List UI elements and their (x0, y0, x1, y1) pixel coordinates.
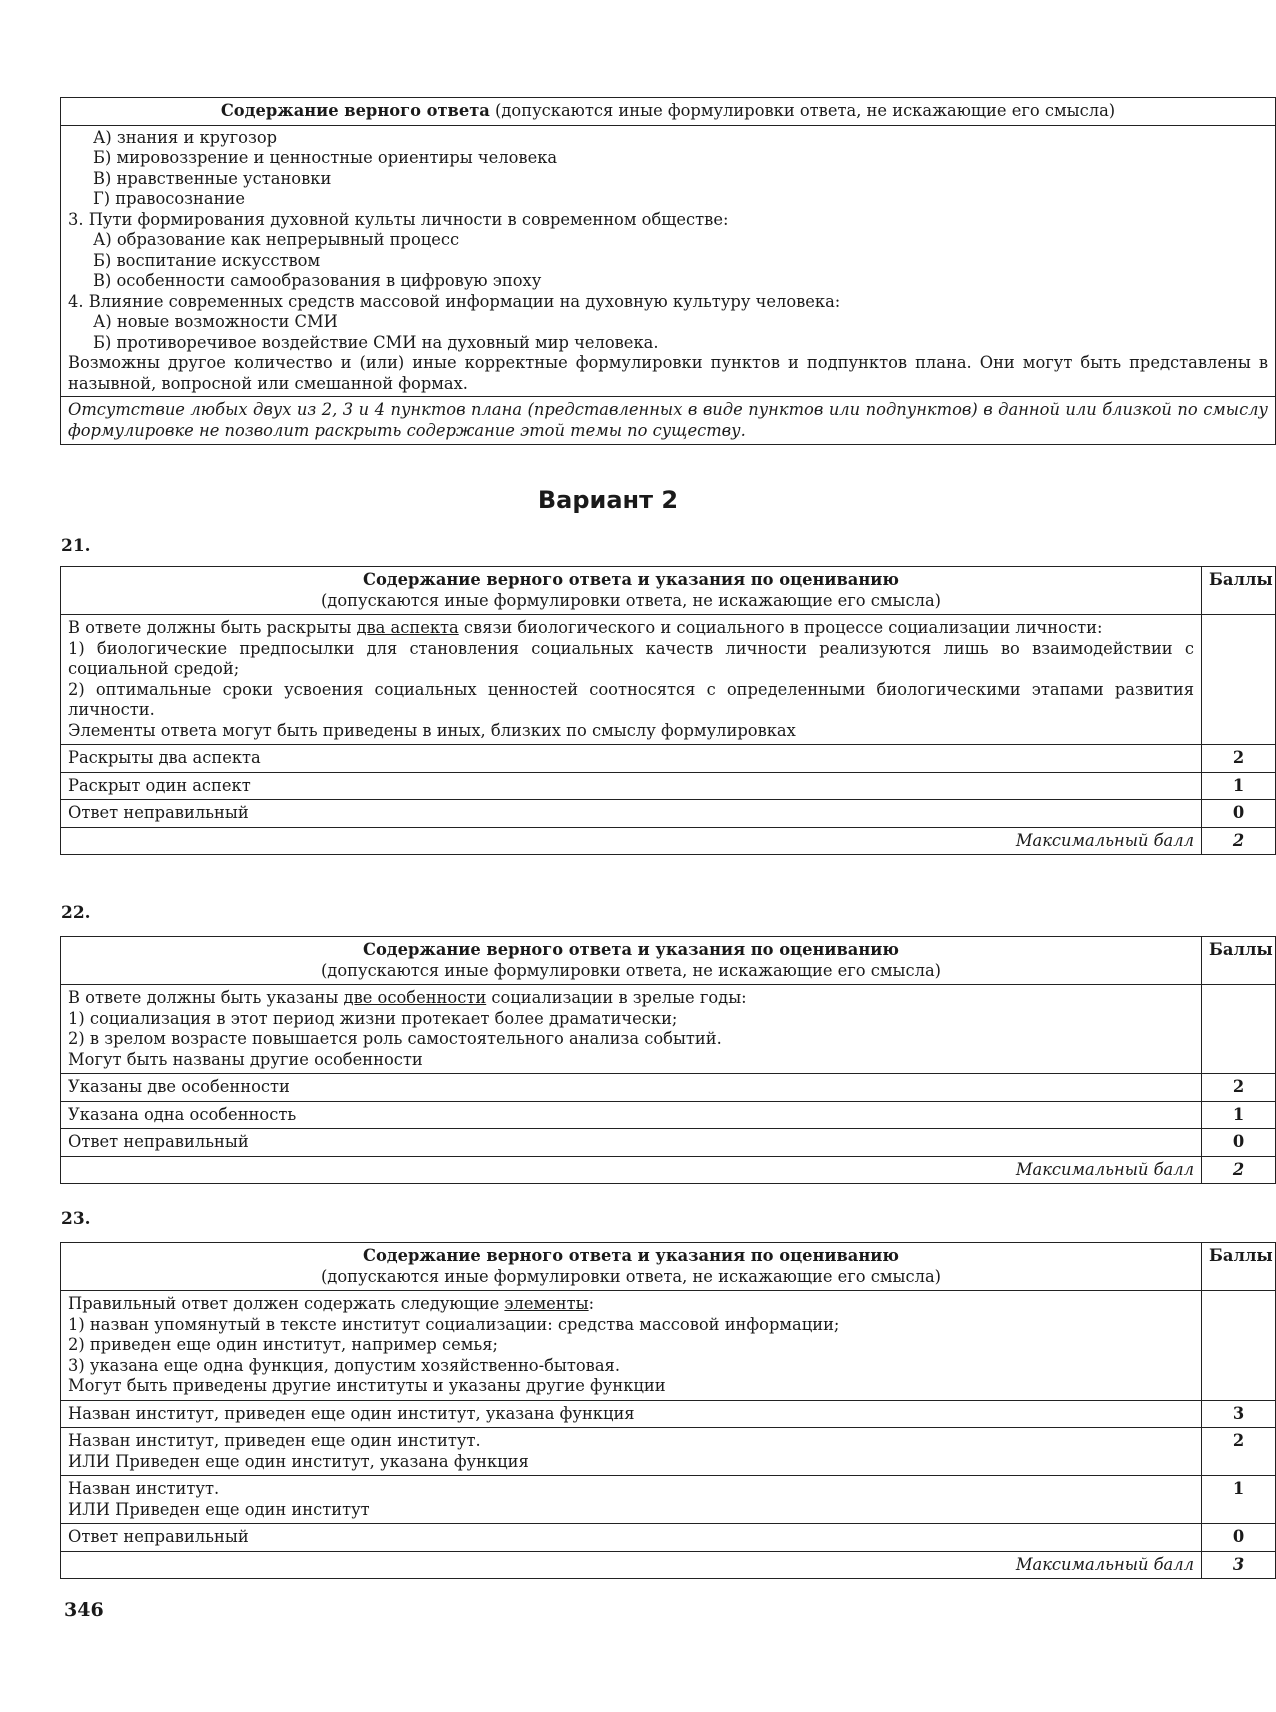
criterion-line: Ответ неправильный (68, 1527, 249, 1546)
criterion-line: ИЛИ Приведен еще один институт (68, 1499, 370, 1519)
criterion (61, 1524, 1202, 1552)
table-header (61, 98, 1276, 126)
points-value: 2 (1202, 745, 1276, 773)
points-value: 1 (1202, 1476, 1276, 1524)
criterion: Ответ неправильный (61, 800, 1202, 828)
points-cell (1202, 1291, 1276, 1401)
header-bold: Содержание верного ответа (220, 101, 490, 120)
intro-underlined: две особенности (343, 988, 487, 1007)
header-bold: Содержание верного ответа и указания по оцениванию (362, 940, 900, 959)
points-value: 0 (1202, 1129, 1276, 1157)
answer-content (61, 125, 1276, 397)
plan-line: В) нравственные установки (93, 168, 332, 188)
answer-table-continuation (60, 97, 1276, 445)
assessment-note: Отсутствие любых двух из 2, 3 и 4 пунктов плана (представленных в виде пунктов или подпунктов) в данной или близкой по смыслу формулировке не позволит раскрыть содержание этой темы по существу. (61, 397, 1276, 445)
plan-line: 4. Влияние современных средств массовой информации на духовную культуру человека: (68, 291, 841, 311)
intro-underlined: два аспекта (356, 618, 459, 637)
answer-line: Элементы ответа могут быть приведены в иных, близких по смыслу формулировках (68, 720, 796, 740)
answer-line: 1) биологические предпосылки для становления социальных качеств личности реализуются лишь во взаимодействии с социальной средой; (68, 638, 1194, 678)
answer-content (61, 1291, 1202, 1401)
question-number: 23. (61, 1209, 91, 1229)
header-rest: (допускаются иные формулировки ответа, не искажающие его смысла) (320, 960, 942, 980)
plan-line: А) образование как непрерывный процесс (93, 230, 460, 249)
max-score-label: Максимальный балл (61, 827, 1202, 855)
intro-text: В ответе должны быть раскрыты (68, 618, 357, 637)
plan-line: Г) правосознание (93, 189, 245, 208)
points-cell (1202, 615, 1276, 745)
points-value: 1 (1202, 1101, 1276, 1129)
points-value: 0 (1202, 800, 1276, 828)
header-bold: Содержание верного ответа и указания по оцениванию (362, 570, 900, 589)
answer-intro (68, 988, 1194, 1009)
answer-line: Могут быть приведены другие институты и указаны другие функции (68, 1376, 666, 1395)
answer-content (61, 985, 1202, 1074)
intro-text: Правильный ответ должен содержать следующие (68, 1294, 505, 1313)
plan-line: В) особенности самообразования в цифровую эпоху (93, 271, 542, 290)
header-bold: Содержание верного ответа и указания по оцениванию (362, 1246, 900, 1265)
points-header (1202, 937, 1276, 985)
answer-content (61, 615, 1202, 745)
answer-line: 1) назван упомянутый в тексте институт социализации: средства массовой информации; (68, 1314, 840, 1334)
points-header (1202, 567, 1276, 615)
answer-line: 2) оптимальные сроки усвоения социальных ценностей соотносятся с определенными биологическими этапами развития личности. (68, 679, 1194, 719)
table-header (61, 1243, 1202, 1291)
intro-text: социализации в зрелые годы: (486, 988, 747, 1007)
plan-line: А) знания и кругозор (93, 127, 278, 147)
plan-note: Возможны другое количество и (или) иные корректные формулировки пунктов и подпунктов плана. Они могут быть представлены в назывной, вопросной или смешанной формах. (68, 353, 1268, 393)
points-value: 3 (1202, 1400, 1276, 1428)
plan-line: Б) противоречивое воздействие СМИ на духовный мир человека. (93, 332, 659, 352)
header-rest: (допускаются иные формулировки ответа, не искажающие его смысла) (495, 101, 1116, 120)
points-cell (1202, 985, 1276, 1074)
question-number: 22. (61, 903, 91, 923)
criterion-line: Назван институт. (68, 1479, 220, 1498)
max-score-label: Максимальный балл (61, 1156, 1202, 1184)
criterion (61, 1476, 1202, 1524)
criterion-line: Назван институт, приведен еще один институт, указана функция (68, 1403, 635, 1423)
question-number: 21. (61, 536, 91, 556)
max-score-value: 3 (1202, 1551, 1276, 1579)
answer-line: Могут быть названы другие особенности (68, 1049, 423, 1069)
criterion (61, 1428, 1202, 1476)
points-value: 1 (1202, 772, 1276, 800)
max-score-value: 2 (1202, 1156, 1276, 1184)
plan-line: Б) мировоззрение и ценностные ориентиры человека (93, 148, 558, 167)
scoring-table-22 (60, 936, 1276, 1184)
points-header-label: Баллы (1209, 1246, 1273, 1265)
points-value: 2 (1202, 1074, 1276, 1102)
max-score-value: 2 (1202, 827, 1276, 855)
scoring-table-21 (60, 566, 1276, 855)
header-rest: (допускаются иные формулировки ответа, не искажающие его смысла) (320, 1266, 942, 1286)
criterion: Указаны две особенности (61, 1074, 1202, 1102)
intro-text: В ответе должны быть указаны (68, 988, 344, 1007)
points-header-label: Баллы (1209, 940, 1273, 959)
intro-underlined: элементы (504, 1294, 589, 1313)
variant-title: Вариант 2 (537, 486, 679, 514)
points-header (1202, 1243, 1276, 1291)
points-value: 2 (1202, 1428, 1276, 1476)
criterion (61, 1400, 1202, 1428)
intro-text: связи биологического и социального в процессе социализации личности: (458, 618, 1103, 637)
answer-line: 3) указана еще одна функция, допустим хозяйственно-бытовая. (68, 1355, 620, 1375)
criterion: Ответ неправильный (61, 1129, 1202, 1157)
criterion-line: Назван институт, приведен еще один институт. (68, 1431, 481, 1450)
plan-line: 3. Пути формирования духовной культы личности в современном обществе: (68, 209, 729, 229)
table-header (61, 937, 1202, 985)
intro-text: : (588, 1294, 595, 1313)
points-value: 0 (1202, 1524, 1276, 1552)
scoring-table-23 (60, 1242, 1276, 1579)
answer-intro (68, 618, 1194, 639)
plan-line: Б) воспитание искусством (93, 250, 321, 270)
answer-line: 2) приведен еще один институт, например семья; (68, 1335, 499, 1354)
criterion: Указана одна особенность (61, 1101, 1202, 1129)
table-header (61, 567, 1202, 615)
criterion: Раскрыт один аспект (61, 772, 1202, 800)
max-score-label: Максимальный балл (61, 1551, 1202, 1579)
points-header-label: Баллы (1209, 570, 1273, 589)
answer-line: 1) социализация в этот период жизни протекает более драматически; (68, 1008, 678, 1028)
page-number: 346 (64, 1599, 104, 1621)
plan-line: А) новые возможности СМИ (93, 312, 338, 331)
answer-intro (68, 1294, 1194, 1315)
criterion-line: ИЛИ Приведен еще один институт, указана функция (68, 1451, 529, 1471)
header-rest: (допускаются иные формулировки ответа, не искажающие его смысла) (320, 590, 942, 610)
answer-line: 2) в зрелом возрасте повышается роль самостоятельного анализа событий. (68, 1029, 722, 1048)
criterion: Раскрыты два аспекта (61, 745, 1202, 773)
